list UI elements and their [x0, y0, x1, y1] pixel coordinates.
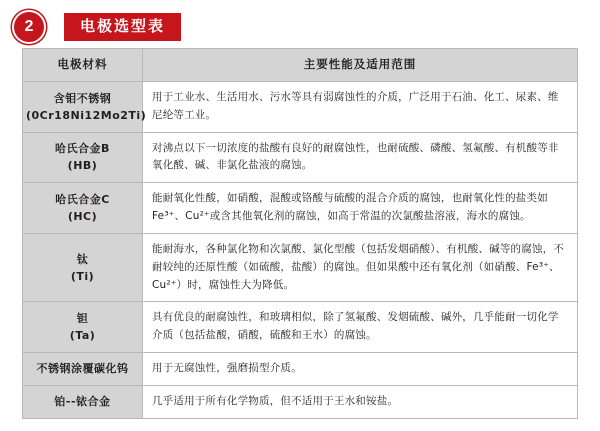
electrode-table-wrapper: [0, 44, 600, 419]
table-row: [23, 183, 578, 234]
material-line: (HB): [67, 159, 98, 173]
cell-description: 几乎适用于所有化学物质，但不适用于王水和铵盐。: [143, 385, 578, 418]
cell-material: [23, 353, 143, 386]
table-row: [23, 233, 578, 302]
table-row: [23, 132, 578, 183]
cell-description: 用于无腐蚀性，强磨损型介质。: [143, 353, 578, 386]
table-row: [23, 385, 578, 418]
material-line: 哈氏合金C: [55, 192, 110, 206]
material-line: (0Cr18Ni12Mo2Ti): [26, 108, 147, 122]
material-line: 哈氏合金B: [55, 142, 110, 156]
table-body: [23, 81, 578, 418]
cell-material: [23, 81, 147, 132]
page-title: 电极选型表: [64, 13, 181, 41]
material-line: 不锈钢涂覆碳化钨: [36, 362, 129, 376]
material-line: 含钼不锈钢: [53, 91, 112, 105]
material-line: 铂--铱合金: [54, 395, 111, 409]
cell-material: [23, 302, 143, 353]
cell-description: 能耐氧化性酸，如硝酸，混酸或铬酸与硫酸的混合介质的腐蚀，也耐氧化性的盐类如Fe³⁺、Cu²⁺或含其他氧化剂的腐蚀，如高于常温的次氯酸盐溶液，海水的腐蚀。: [143, 183, 578, 234]
column-header-description: 主要性能及适用范围: [143, 49, 578, 82]
material-line: 钽: [76, 312, 89, 326]
cell-material: [23, 132, 143, 183]
cell-material: [23, 233, 143, 302]
table-row: [23, 302, 578, 353]
cell-description: 能耐海水，各种氯化物和次氯酸、氯化型酸（包括发烟硝酸）、有机酸、碱等的腐蚀，不耐较纯的还原性酸（如硫酸，盐酸）的腐蚀。但如果酸中还有氧化剂（如硝酸、Fe³⁺、Cu²⁺）时，腐蚀性大为降低。: [143, 233, 578, 302]
cell-description: 用于工业水、生活用水、污水等具有弱腐蚀性的介质，广泛用于石油、化工、尿素、维尼纶等工业。: [143, 81, 578, 132]
table-header-row: [23, 49, 578, 82]
column-header-material: 电极材料: [23, 49, 143, 82]
material-line: (Ti): [70, 269, 95, 283]
electrode-selection-table: [22, 48, 578, 419]
cell-material: [23, 183, 143, 234]
material-line: (HC): [67, 210, 98, 224]
material-line: 钛: [76, 252, 89, 266]
cell-description: 具有优良的耐腐蚀性，和玻璃相似，除了氢氟酸、发烟硫酸、碱外，几乎能耐一切化学介质（包括盐酸，硝酸，硫酸和王水）的腐蚀。: [143, 302, 578, 353]
table-row: [23, 81, 578, 132]
section-number-badge: 2: [12, 10, 46, 44]
page-header: [0, 0, 600, 44]
table-row: [23, 353, 578, 386]
cell-description: 对沸点以下一切浓度的盐酸有良好的耐腐蚀性，也耐硫酸、磷酸、氢氟酸、有机酸等非氧化酸、碱、非氯化盐液的腐蚀。: [143, 132, 578, 183]
cell-material: [23, 385, 143, 418]
table-head: [23, 49, 578, 82]
material-line: (Ta): [69, 329, 96, 343]
